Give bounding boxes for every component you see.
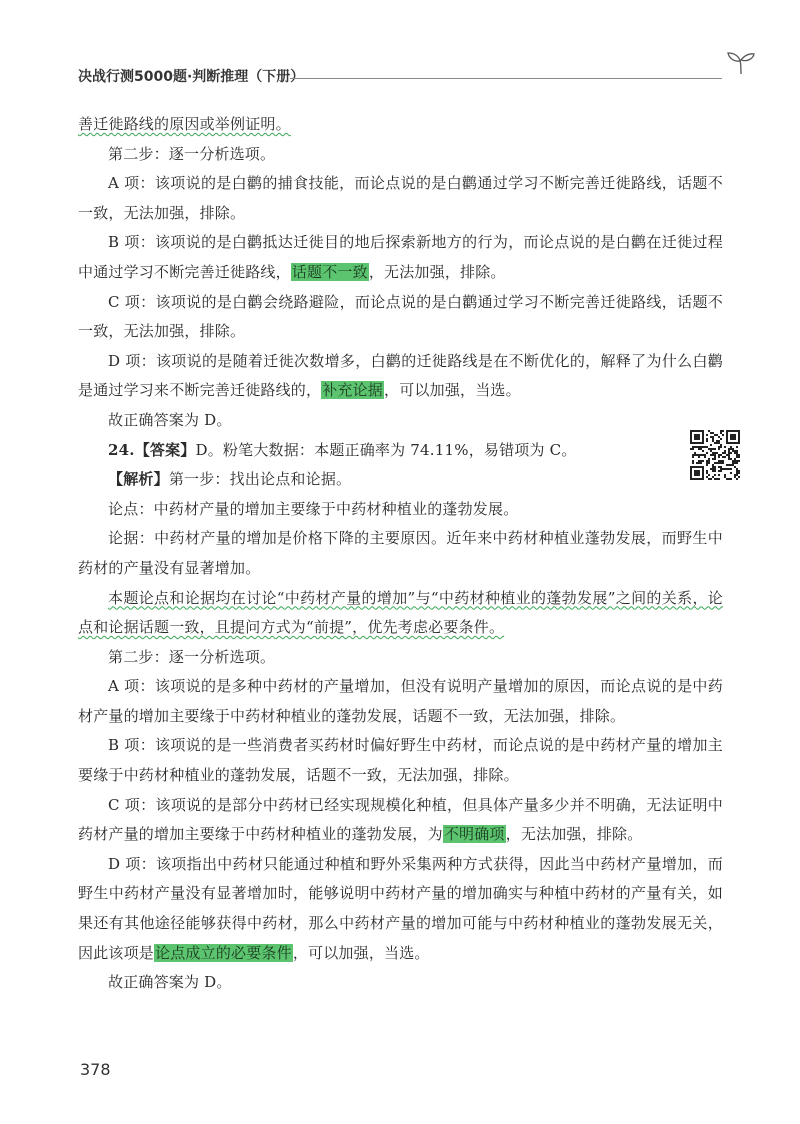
paragraph [78, 495, 723, 525]
paragraph [78, 465, 723, 495]
text-segment: D。粉笔大数据：本题正确率为 74.11%，易错项为 C。 [195, 440, 577, 459]
text-segment: C 项：该项说的是白鹳会绕路避险，而论点说的是白鹳通过学习不断完善迁徙路线，话题不一致，无法加强，排除。 [78, 292, 723, 341]
text-segment: 论点：中药材产量的增加主要缘于中药材种植业的蓬勃发展。 [108, 499, 519, 518]
paragraph [78, 406, 723, 436]
paragraph [78, 140, 723, 170]
paragraph [78, 584, 723, 643]
text-segment: 第二步：逐一分析选项。 [108, 144, 276, 163]
highlighted-phrase: 话题不一致 [291, 262, 368, 281]
text-segment: 【解析】 [108, 470, 169, 489]
highlighted-phrase: 论点成立的必要条件 [155, 943, 292, 962]
paragraph [78, 791, 723, 850]
highlighted-phrase: 补充论据 [322, 381, 384, 400]
highlighted-phrase: 不明确项 [443, 825, 505, 844]
text-segment: C 项：该项说的是部分中药材已经实现规模化种植，但具体产量多少并不明确，无法证明中药材产量的增加主要缘于中药材种植业的蓬勃发展，为 [78, 795, 723, 844]
text-segment: 第二步：逐一分析选项。 [108, 647, 276, 666]
sprout-icon [724, 50, 758, 80]
paragraph [78, 672, 723, 731]
text-segment: ，无法加强，排除。 [368, 262, 506, 281]
paragraph [78, 228, 723, 287]
paragraph [78, 169, 723, 228]
text-segment: B 项：该项说的是一些消费者买药材时偏好野生中药材，而论点说的是中药材产量的增加主要缘于中药材种植业的蓬勃发展，话题不一致，无法加强，排除。 [78, 736, 723, 785]
text-segment: 故正确答案为 D。 [108, 973, 232, 992]
text-segment: 第一步：找出论点和论据。 [168, 470, 352, 489]
text-segment: 故正确答案为 D。 [108, 410, 232, 429]
running-header [78, 62, 758, 92]
paragraph [78, 436, 723, 466]
underlined-text: 善迁徙路线的原因或举例证明。 [78, 115, 291, 133]
text-segment: ，无法加强，排除。 [505, 825, 643, 844]
paragraph [78, 524, 723, 583]
text-segment: A 项：该项说的是多种中药材的产量增加，但没有说明产量增加的原因，而论点说的是中药材产量的增加主要缘于中药材种植业的蓬勃发展，话题不一致，无法加强，排除。 [78, 677, 723, 725]
paragraph [78, 968, 723, 998]
paragraph [78, 731, 723, 790]
paragraph [78, 643, 723, 673]
text-segment: B 项：该项说的是白鹳抵达迁徙目的地后探索新地方的行为，而论点说的是白鹳在迁徙过程中通过学习不断完善迁徙路线， [78, 233, 723, 281]
qr-code-icon[interactable] [690, 430, 740, 480]
text-segment: 论据：中药材产量的增加是价格下降的主要原因。近年来中药材种植业蓬勃发展，而野生中药材的产量没有显著增加。 [78, 529, 723, 577]
paragraph [78, 347, 723, 406]
text-segment: D 项：该项说的是随着迁徙次数增多，白鹳的迁徙路线是在不断优化的，解释了为什么白鹳是通过学习来不断完善迁徙路线的， [78, 351, 723, 400]
paragraph [78, 850, 723, 968]
header-title: 决战行测5000题·判断推理（下册） [78, 69, 305, 85]
text-segment: A 项：该项说的是白鹳的捕食技能，而论点说的是白鹳通过学习不断完善迁徙路线，话题不一致，无法加强，排除。 [78, 174, 723, 222]
underlined-text: 本题论点和论据均在讨论“中药材产量的增加”与“中药材种植业的蓬勃发展”之间的关系，论点和论据话题一致，且提问方式为“前提”，优先考虑必要条件。 [78, 588, 723, 637]
page-number: 378 [80, 1060, 111, 1079]
text-segment: ，可以加强，当选。 [292, 943, 430, 962]
header-rule [290, 78, 722, 79]
page-body [78, 110, 723, 998]
paragraph [78, 288, 723, 347]
text-segment: 24.【答案】 [108, 440, 196, 459]
text-segment: ，可以加强，当选。 [384, 381, 521, 400]
text-segment: D 项：该项指出中药材只能通过种植和野外采集两种方式获得，因此当中药材产量增加，而野生中药材产量没有显著增加时，能够说明中药材产量的增加确实与种植中药材的产量有关，如果还有其他途径能够获得中药材，那么中药材产量的增加可能与中药材种植业的蓬勃发展无关，因此该项是 [78, 854, 723, 962]
paragraph [78, 110, 723, 140]
